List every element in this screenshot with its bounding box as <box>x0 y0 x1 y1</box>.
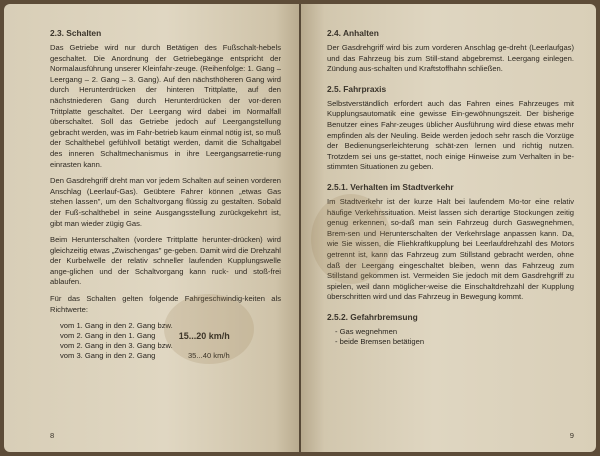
paragraph: Den Gasdrehgriff dreht man vor jedem Schalten auf seinen vorderen Anschlag (Leerlauf-Gas). Geübtere Fahrer können „etwas Gas stehen lassen", um den Schaltvorgang flüssig zu gestalten. Sobald der Fuß-schalthebel in seine Ausgangsstellung zurückgekehrt ist, gibt man wieder zügig Gas. <box>50 176 281 228</box>
list-item: - beide Bremsen betätigen <box>335 337 574 348</box>
left-page <box>4 4 299 452</box>
speed-label: vom 2. Gang in den 3. Gang bzw. <box>60 341 173 351</box>
paragraph: Selbstverständlich erfordert auch das Fahren eines Fahrzeuges mit Kupplungsautomatik eine gewisse Ein-gewöhnungszeit. Der bisherige Benutzer eines Fahr-zeuges üblicher Ausführung wird diese etwas mehr empfinden als der Neuling. Beide werden jedoch sehr rasch die Vorzüge der Bedienungserleichterung schät-zen lernen und richtig nutzen. Trotzdem sei uns ge-stattet, noch einige Hinweise zum Verhalten in be-stimmten Situationen zu geben. <box>327 98 574 172</box>
paragraph: Der Gasdrehgriff wird bis zum vorderen Anschlag ge-dreht (Leerlaufgas) und das Fahrzeug bis zum Still-stand abgebremst. Leergang einlegen. Zündung aus-schalten und Kraftstoffhahn schließen. <box>327 43 574 74</box>
bullet-list <box>335 327 574 348</box>
right-page <box>301 4 596 452</box>
paragraph: Beim Herunterschalten (vordere Trittplatte herunter-drücken) wird gleichzeitig etwas „Zwischengas" ge-geben. Damit wird die Drehzahl der Kurbelwelle der relativ schneller laufenden Kupplungswelle ange-glichen und der Schaltvorgang kann ruck- und stoß-frei ablaufen. <box>50 235 281 287</box>
section-heading: 2.5.2. Gefahrbremsung <box>327 311 418 322</box>
speed-value: 35...40 km/h <box>187 351 230 361</box>
section-heading: 2.3. Schalten <box>50 28 102 38</box>
section-heading: 2.5. Fahrpraxis <box>327 83 387 94</box>
paper-stain <box>164 294 254 364</box>
paper-stain <box>311 194 391 284</box>
speed-label: vom 2. Gang in den 1. Gang <box>60 331 156 341</box>
speed-value: 15...20 km/h <box>178 331 230 342</box>
page-number: 9 <box>569 431 574 440</box>
paragraph: Im Stadtverkehr ist der kurze Halt bei laufendem Mo-tor eine relativ häufige Verkehrssituation. Meist lassen sich derartige Stockungen zeitig genug erkennen, so-daß man sein Fahrzeug durch Gaswegnehmen, Brem-sen und Herunterschalten der Verkehrslage anpassen kann. Da, wie Sie wissen, die Fliehkraftkupplung bei Leerlaufdrehzahl des Motors getrennt ist, kann das Fahrzeug zum Stillstand gebracht werden, ohne daß der Leergang eingeschaltet bleiben, wenn das Fahrzeug zum Stillstand gekommen ist. Vermeiden Sie jedoch mit dem Gasdrehgriff zu spielen, weil dann möglicher-weise die Einschaltdrehzahl der Kupplung überschritten wird und das Fahrzeug in Bewegung kommt. <box>327 196 574 302</box>
page-number: 8 <box>50 431 55 440</box>
list-item: - Gas wegnehmen <box>335 327 574 338</box>
section-heading: 2.4. Anhalten <box>327 28 379 38</box>
speed-label: vom 3. Gang in den 2. Gang <box>60 351 156 361</box>
paragraph: Das Getriebe wird nur durch Betätigen des Fußschalt-hebels geschaltet. Die Anordnung der Getriebegänge entspricht der Normalausführung unserer Kleinfahr-zeuge. (Reihenfolge: 1. Gang – Leergang – 2. Gang – 3. Gang). Auf den nächsthöheren Gang wird durch Herunterdrücken der hinteren Trittplatte, auf den nächstniederen Gang durch Herunterdrücken der vor-deren Trittplatte geschaltet. Der Leergang wird dabei im Normalfall überschaltet. Soll das Getriebe jedoch auf Leergangstellung gebracht werden, was im Fahr-betrieb kaum einmal nötig ist, so muß der Schalthebel gefühlvoll betätigt werden, damit die Schaltgabel des inneren Schaltmechanismus in ihre Leergangsarretie-rung einrasten kann. <box>50 43 281 169</box>
speed-label: vom 1. Gang in den 2. Gang bzw. <box>60 321 173 331</box>
paragraph: Für das Schalten gelten folgende Fahrgeschwindig-keiten als Richtwerte: <box>50 294 281 314</box>
section-heading: 2.5.1. Verhalten im Stadtverkehr <box>327 181 454 192</box>
